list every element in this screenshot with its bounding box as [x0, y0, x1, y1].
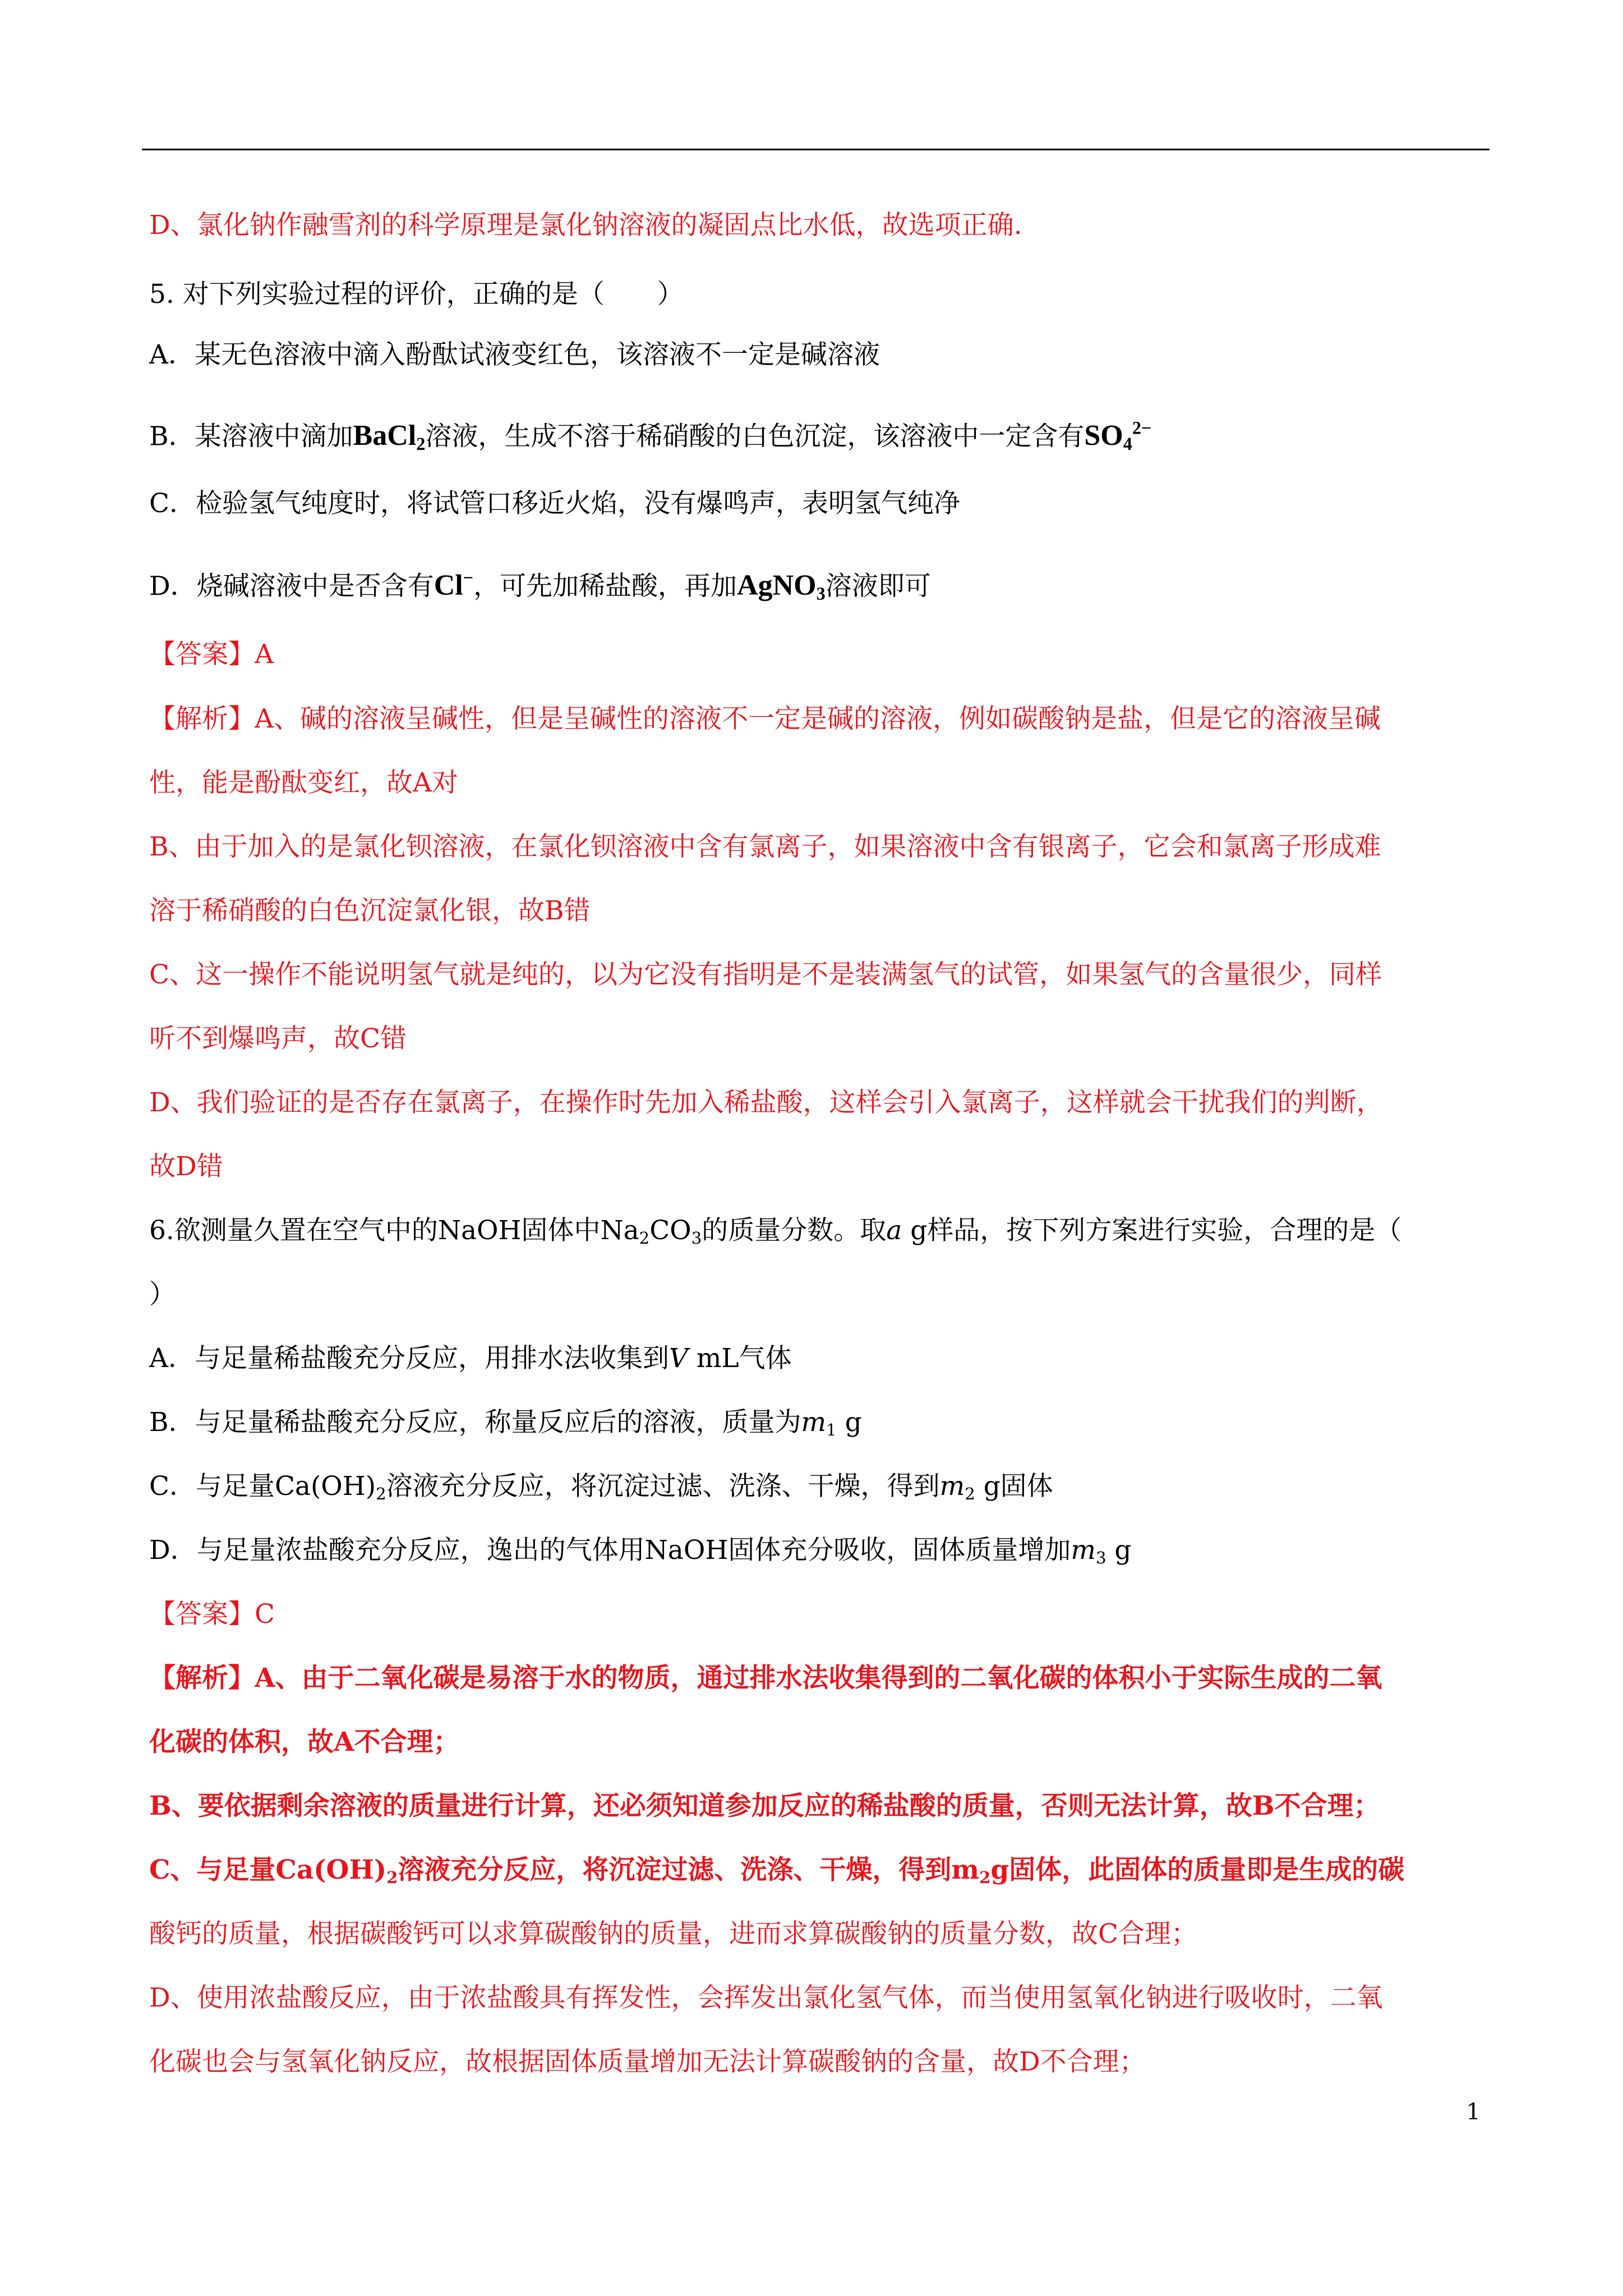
q5-stem: 5. 对下列实验过程的评价，正确的是（ ） — [149, 279, 684, 310]
q5-analysis-line: 性，能是酚酞变红，故A对 — [149, 767, 458, 798]
formula-bacl2: BaCl$_2$ — [353, 420, 426, 454]
q6-analysis-line: B、要依据剩余溶液的质量进行计算，还必须知道参加反应的稀盐酸的质量，否则无法计算，故B不合理； — [149, 1791, 1380, 1821]
q6-analysis-line: 【解析】A、由于二氧化碳是易溶于水的物质，通过排水法收集得到的二氧化碳的体积小于实际生成的二氧 — [149, 1663, 1382, 1694]
q6-analysis-line: C、与足量$Ca(OH)_2$溶液充分反应，将沉淀过滤、洗涤、干燥，得到$m_2g$固体，此固体的质量即是生成的碳 — [149, 1855, 1405, 1888]
q6-option-d: D．与足量浓盐酸充分反应，逸出的气体用NaOH固体充分吸收，固体质量增加$m_3$ g — [149, 1535, 1132, 1568]
q5-analysis-line: 听不到爆鸣声，故C错 — [149, 1023, 407, 1054]
q6-analysis-line: 酸钙的质量，根据碳酸钙可以求算碳酸钠的质量，进而求算碳酸钠的质量分数，故C合理； — [149, 1918, 1197, 1949]
q6-analysis-line: 化碳也会与氢氧化钠反应，故根据固体质量增加无法计算碳酸钠的含量，故D不合理； — [149, 2046, 1146, 2077]
q5-analysis-line: 故D错 — [149, 1151, 223, 1182]
q6-stem-cont: ） — [149, 1279, 176, 1310]
q5-analysis-line: C、这一操作不能说明氢气就是纯的，以为它没有指明是不是装满氢气的试管，如果氢气的含量很少，同样 — [149, 959, 1382, 990]
q6-stem: 6.欲测量久置在空气中的NaOH固体中$Na_2CO_3$的质量分数。取a g样品，按下列方案进行实验，合理的是（ — [149, 1215, 1402, 1248]
q5-analysis-line: 【解析】A、碱的溶液呈碱性，但是呈碱性的溶液不一定是碱的溶液，例如碳酸钠是盐，但是它的溶液呈碱 — [149, 703, 1381, 734]
q5-option-b: B．某溶液中滴加BaCl$_2$溶液，生成不溶于稀硝酸的白色沉淀，该溶液中一定含有$SO_4^{2-}$ — [149, 418, 1152, 454]
header-rule — [142, 149, 1490, 150]
q6-option-a: A．与足量稀盐酸充分反应，用排水法收集到V mL气体 — [149, 1343, 792, 1374]
q5-option-a: A．某无色溶液中滴入酚酞试液变红色，该溶液不一定是碱溶液 — [149, 339, 880, 370]
q5-answer: 【答案】A — [149, 639, 274, 670]
page-number: 1 — [1466, 2099, 1481, 2125]
q6-analysis-line: D、使用浓盐酸反应，由于浓盐酸具有挥发性，会挥发出氯化氢气体，而当使用氢氧化钠进行吸收时，二氧 — [149, 1982, 1383, 2013]
formula-so4: $SO_4^{2-}$ — [1084, 418, 1152, 454]
q5-analysis-line: B、由于加入的是氯化钡溶液，在氯化钡溶液中含有氯离子，如果溶液中含有银离子，它会和氯离子形成难 — [149, 831, 1381, 862]
q6-option-b: B．与足量稀盐酸充分反应，称量反应后的溶液，质量为$m_1$ g — [149, 1407, 862, 1440]
q5-analysis-line: D、我们验证的是否存在氯离子，在操作时先加入稀盐酸，这样会引入氯离子，这样就会干扰我们的判断， — [149, 1087, 1383, 1118]
q6-option-c: C．与足量$Ca(OH)_2$溶液充分反应，将沉淀过滤、洗涤、干燥，得到$m_2$ g固体 — [149, 1471, 1053, 1504]
prev-answer-d: D、氯化钠作融雪剂的科学原理是氯化钠溶液的凝固点比水低，故选项正确. — [149, 210, 1022, 241]
q6-answer: 【答案】C — [149, 1599, 275, 1630]
q5-analysis-line: 溶于稀硝酸的白色沉淀氯化银，故B错 — [149, 895, 591, 926]
q5-option-d: D．烧碱溶液中是否含有Cl−，可先加稀盐酸，再加AgNO$_3$溶液即可 — [149, 568, 931, 604]
q6-analysis-line: 化碳的体积，故A不合理； — [149, 1727, 460, 1757]
formula-agno3: AgNO$_3$ — [737, 569, 826, 604]
q5-option-c: C．检验氢气纯度时，将试管口移近火焰，没有爆鸣声，表明氢气纯净 — [149, 488, 960, 519]
formula-cl: Cl− — [434, 568, 474, 602]
